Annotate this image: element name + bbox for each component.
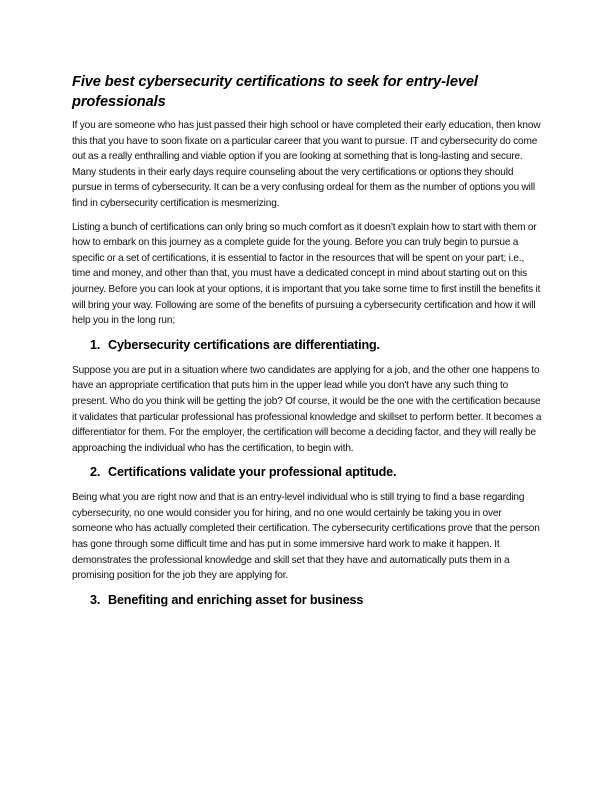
document-title: Five best cybersecurity certifications to seek for entry-level professionals bbox=[72, 74, 478, 110]
document-page bbox=[72, 72, 544, 618]
section-body-2: Being what you are right now and that is an entry-level individual who is still trying to find a base regarding cybersecurity, no one would consider you for hiring, and no one would certainly be taking you in over someone who has actually completed their certification. The cybersecurity certifications prove that the person has gone through some difficult time and has put in some immersive hard work to make it happen. It demonstrates the professional knowledge and skill set that they have and automatically puts them in a promising position for the job they are applying for. bbox=[72, 492, 540, 582]
section-heading-text: Certifications validate your professional aptitude. bbox=[108, 465, 397, 480]
section-number: 3. bbox=[90, 592, 101, 607]
section-heading-text: Cybersecurity certifications are differentiating. bbox=[108, 337, 380, 352]
section-heading-1 bbox=[72, 337, 544, 353]
intro-paragraph-1: If you are someone who has just passed their high school or have completed their early education, then know this that you have to soon fixate on a particular career that you want to pursue. IT and cybersecurity do come out as a really enthralling and viable option if you are looking at something that is long-lasting and secure. Many students in their early days require counseling about the very certifications or options they should pursue in terms of cybersecurity. It can be a very confusing ordeal for them as the number of options you will find in cybersecurity certification is mesmerizing. bbox=[72, 120, 541, 209]
section-heading-text: Benefiting and enriching asset for business bbox=[108, 592, 364, 607]
section-body-1: Suppose you are put in a situation where two candidates are applying for a job, and the other one happens to have an appropriate certification that puts him in the upper lead while you don't have any such thing to present. Who do you think will be getting the job? Of course, it would be the one with the certification because it validates that particular professional has professional knowledge and skillset to perform better. It becomes a differentiator for them. For the employer, the certification will become a deciding factor, and they will really be approaching the individual who has the certification, to begin with. bbox=[72, 364, 542, 454]
section-number: 2. bbox=[90, 465, 101, 480]
section-heading-2 bbox=[72, 464, 544, 480]
section-heading-3 bbox=[72, 592, 544, 608]
section-number: 1. bbox=[90, 337, 101, 352]
intro-paragraph-2: Listing a bunch of certifications can only bring so much comfort as it doesn’t explain how to start with them or how to embark on this journey as a complete guide for the young. Before you can truly begin to pursue a specific or a set of certifications, it is essential to factor in the resources that will be spent on your part; i.e., time and money, and other than that, you must have a dedicated concept in mind about starting out on this journey. Before you can look at your options, it is important that you take some time to first instill the benefits it will bring your way. Following are some of the benefits of pursuing a cybersecurity certification and how it will help you in the long run; bbox=[72, 221, 541, 327]
